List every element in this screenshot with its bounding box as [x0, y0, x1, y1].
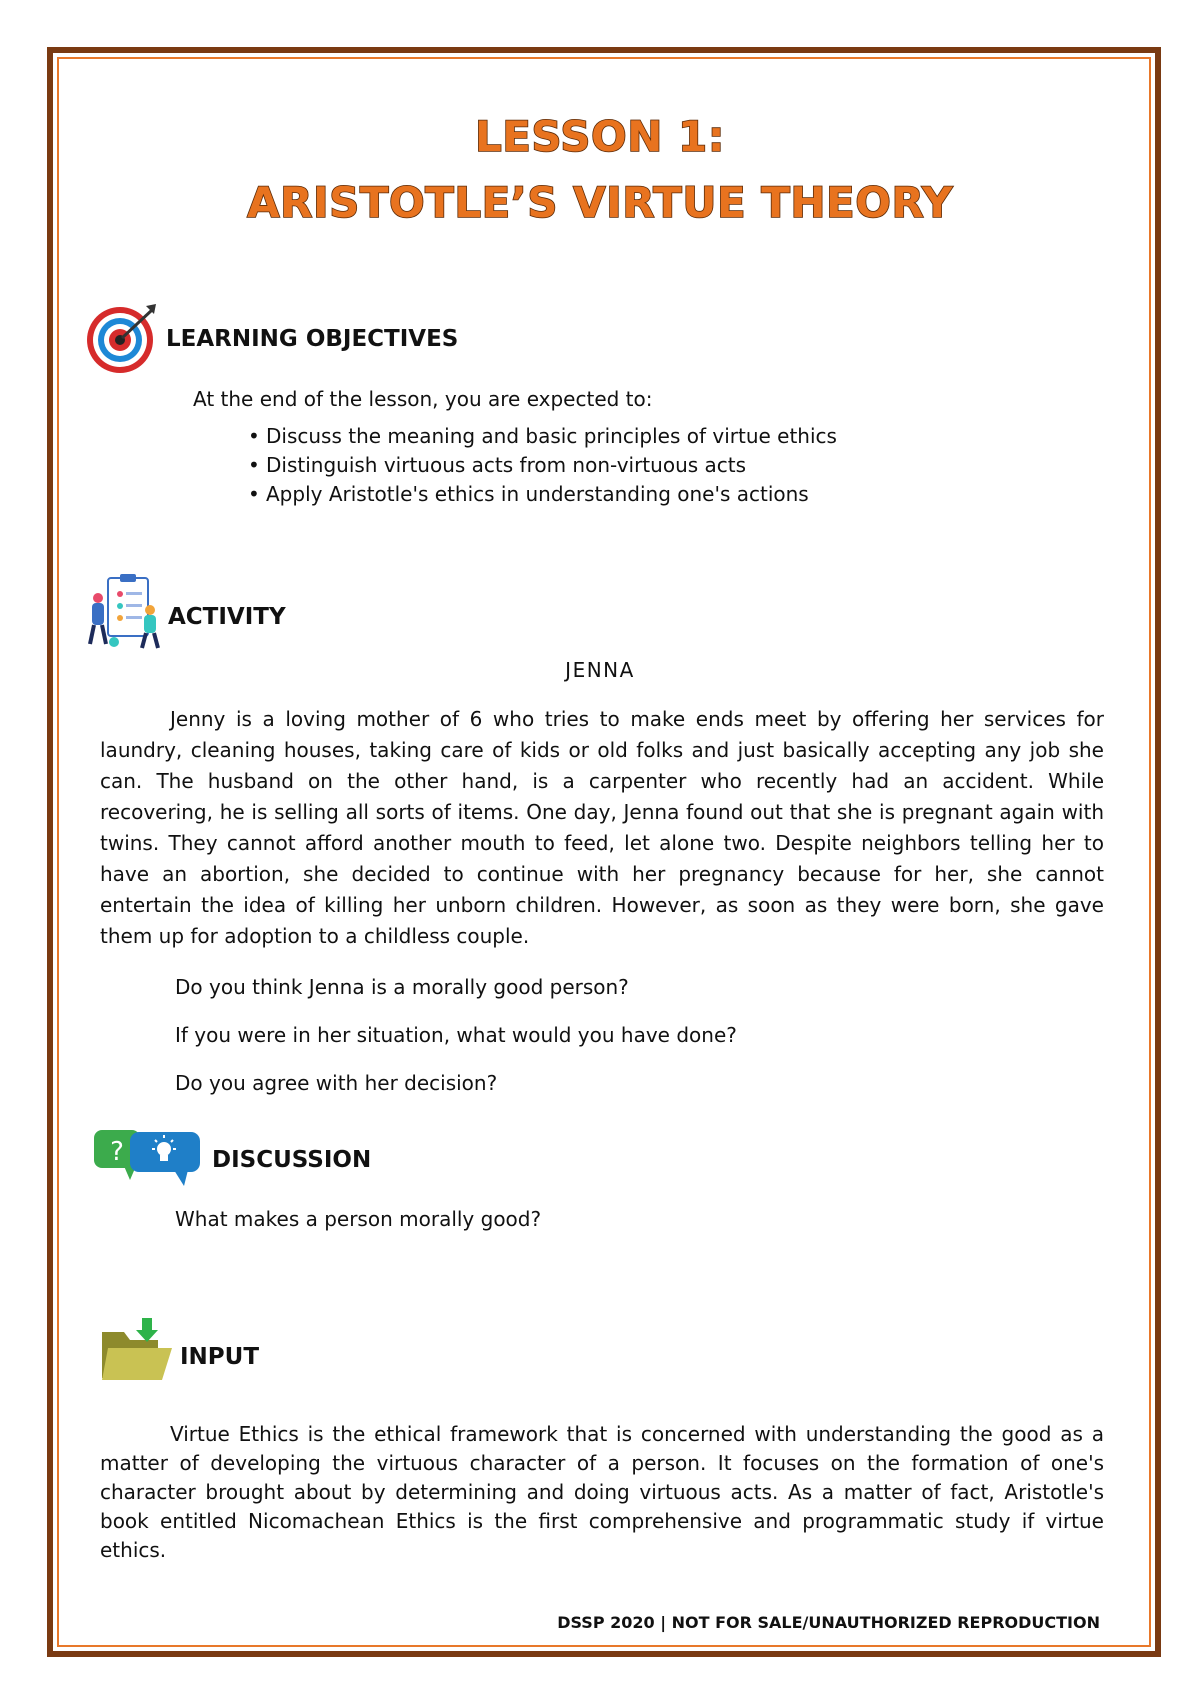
lesson-title: ARISTOTLE’S VIRTUE THEORY: [247, 178, 953, 227]
speech-bubbles-icon: [94, 1128, 206, 1196]
activity-heading: ACTIVITY: [168, 604, 286, 630]
objectives-list: [248, 422, 837, 509]
lesson-number: LESSON 1:: [474, 112, 726, 161]
input-heading: INPUT: [180, 1344, 260, 1370]
target-icon: [84, 300, 160, 380]
activity-question-1: Do you think Jenna is a morally good person?: [175, 975, 629, 999]
svg-text:?: ?: [110, 1137, 124, 1167]
footer-text: DSSP 2020 | NOT FOR SALE/UNAUTHORIZED REPRODUCTION: [557, 1613, 1100, 1632]
discussion-heading: DISCUSSION: [212, 1147, 372, 1173]
story-title: JENNA: [565, 658, 635, 682]
objectives-heading: LEARNING OBJECTIVES: [166, 326, 459, 352]
list-item: • Apply Aristotle's ethics in understanding one's actions: [248, 480, 837, 509]
discussion-question: What makes a person morally good?: [175, 1207, 542, 1231]
folder-download-icon: [100, 1318, 174, 1388]
list-item: • Discuss the meaning and basic principles of virtue ethics: [248, 422, 837, 451]
activity-illustration-icon: [84, 572, 164, 656]
objectives-intro: At the end of the lesson, you are expected to:: [193, 387, 653, 411]
activity-question-3: Do you agree with her decision?: [175, 1071, 498, 1095]
list-item: • Distinguish virtuous acts from non-virtuous acts: [248, 451, 837, 480]
story-paragraph: Jenny is a loving mother of 6 who tries to make ends meet by offering her services for laundry, cleaning houses, taking care of kids or old folks and just basically accepting any job she can. The husband on the other hand, is a carpenter who recently had an accident. While recovering, he is selling all sorts of items. One day, Jenna found out that she is pregnant again with twins. They cannot afford another mouth to feed, let alone two. Despite neighbors telling her to have an abortion, she decided to continue with her pregnancy because for her, she cannot entertain the idea of killing her unborn children. However, as soon as they were born, she gave them up for adoption to a childless couple.: [100, 707, 1104, 948]
activity-question-2: If you were in her situation, what would you have done?: [175, 1023, 737, 1047]
input-paragraph: Virtue Ethics is the ethical framework that is concerned with understanding the good as a matter of developing the virtuous character of a person. It focuses on the formation of one's character brought about by determining and doing virtuous acts. As a matter of fact, Aristotle's book entitled Nicomachean Ethics is the first comprehensive and programmatic study if virtue ethics.: [100, 1422, 1104, 1562]
